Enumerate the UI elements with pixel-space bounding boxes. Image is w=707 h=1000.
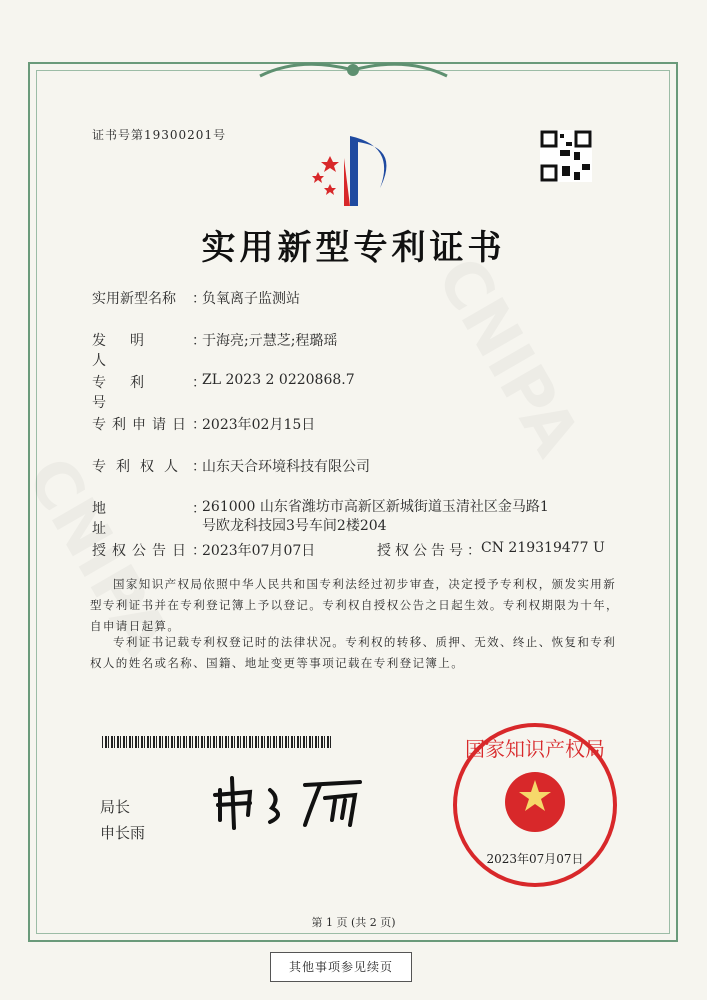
signatory-title: 局长 bbox=[100, 798, 131, 816]
announcement-value: CN 219319477 U bbox=[481, 540, 605, 556]
official-seal bbox=[450, 720, 620, 890]
field-patent-number: 专利号 ： ZL 2023 2 0220868.7 bbox=[92, 372, 355, 411]
legal-paragraph: 专利证书记载专利权登记时的法律状况。专利权的转移、质押、无效、终止、恢复和专利权人的姓名或名称、国籍、地址变更等事项记载在专利登记簿上。 bbox=[90, 635, 617, 670]
field-value: 2023年07月07日 bbox=[202, 543, 316, 559]
field-value: 负氧离子监测站 bbox=[202, 291, 300, 307]
cnipa-logo bbox=[300, 128, 410, 210]
field-label: 专利权人 bbox=[92, 459, 188, 475]
field-label: 授权公告日 bbox=[92, 543, 192, 559]
field-label: 地址 bbox=[92, 501, 172, 537]
certificate-number: 证书号第19300201号 bbox=[92, 128, 227, 142]
field-utility-model-name: 实用新型名称 ： 负氧离子监测站 bbox=[92, 288, 300, 308]
seal-date: 2023年07月07日 bbox=[486, 852, 584, 866]
field-inventors: 发明人 ： 于海亮;亓慧芝;程璐瑶 bbox=[92, 330, 337, 370]
announcement-label: 授权公告号 bbox=[377, 543, 467, 559]
field-address: 地址 ： 261000 山东省潍坊市高新区新城街道玉清社区金马路1 号欧龙科技园3号车间2楼204 bbox=[92, 499, 549, 537]
field-value: 于海亮;亓慧芝;程璐瑶 bbox=[202, 333, 338, 349]
field-value: 261000 山东省潍坊市高新区新城街道玉清社区金马路1 bbox=[202, 499, 549, 515]
field-label: 专利申请日 bbox=[92, 417, 192, 433]
legal-paragraph: 国家知识产权局依照中华人民共和国专利法经过初步审查，决定授予专利权，颁发实用新型专利证书并在专利登记簿上予以登记。专利权自授权公告之日起生效。专利权期限为十年，自申请日起算。 bbox=[90, 577, 619, 633]
signature bbox=[210, 770, 370, 830]
field-value: ZL 2023 2 0220868.7 bbox=[202, 372, 355, 388]
field-label: 专利号 bbox=[92, 375, 168, 411]
field-grant-date: 授权公告日 ： 2023年07月07日 授权公告号 ： CN 219319477 U bbox=[92, 540, 605, 559]
signatory-name: 申长雨 bbox=[100, 824, 146, 842]
field-label: 发明人 bbox=[92, 333, 168, 369]
field-value: 号欧龙科技园3号车间2楼204 bbox=[202, 518, 387, 534]
seal-text: 国家知识产权局 bbox=[465, 737, 605, 761]
field-patentee: 专利权人 ： 山东天合环境科技有限公司 bbox=[92, 456, 370, 476]
barcode bbox=[102, 736, 332, 748]
footer-note: 其他事项参见续页 bbox=[270, 952, 412, 982]
ornament-top bbox=[250, 56, 457, 86]
field-value: 2023年02月15日 bbox=[202, 417, 316, 433]
page-indicator: 第 1 页 (共 2 页) bbox=[311, 916, 396, 929]
field-filing-date: 专利申请日 ： 2023年02月15日 bbox=[92, 414, 315, 434]
qr-code bbox=[540, 130, 592, 182]
page-title: 实用新型专利证书 bbox=[201, 228, 506, 268]
field-value: 山东天合环境科技有限公司 bbox=[202, 459, 370, 475]
field-label: 实用新型名称 bbox=[92, 291, 176, 307]
